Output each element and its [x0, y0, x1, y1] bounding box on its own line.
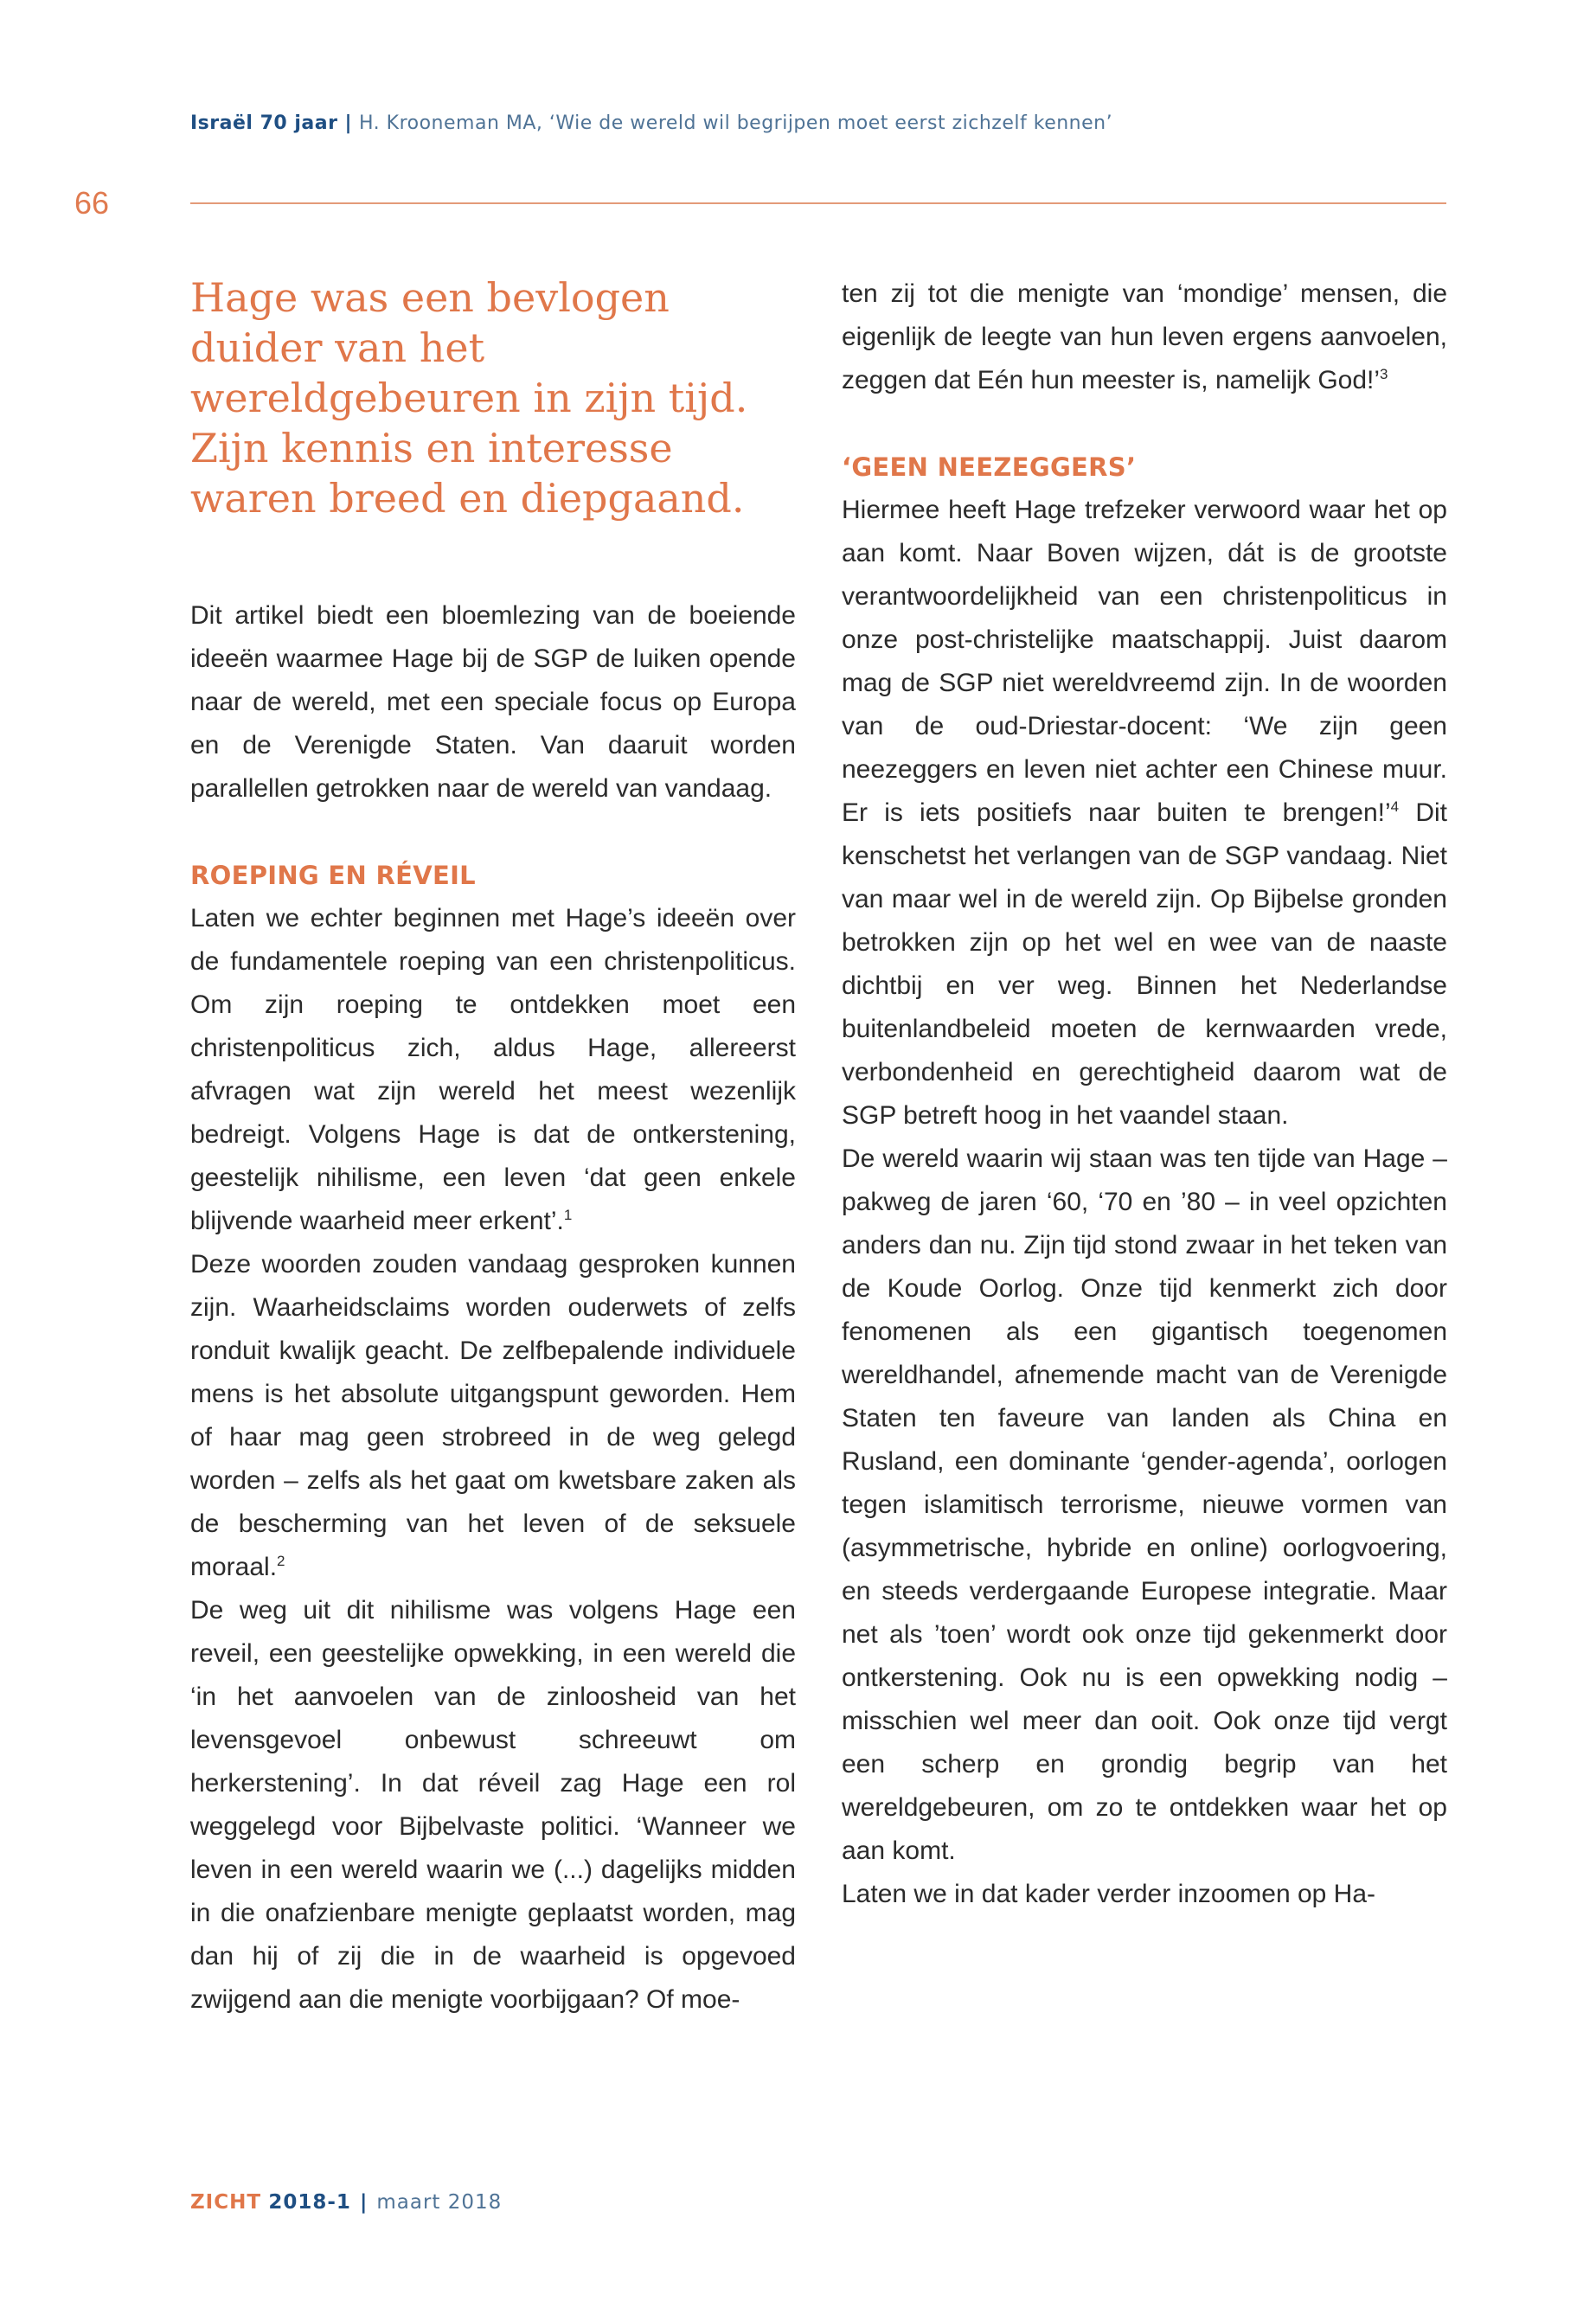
header-rule	[190, 202, 1446, 204]
paragraph-text: Hiermee heeft Hage trefzeker verwoord waar het op aan komt. Naar Boven wijzen, dát is de grootste verantwoordelijkheid van een christenpoliticus in onze post-christelijke maatschappij. Juist daarom mag de SGP niet wereldvreemd zijn. In de woorden van de oud-Driestar-docent: ‘We zijn geen neezeggers en leven niet achter een Chinese muur. Er is iets positiefs naar buiten te brengen!’	[842, 496, 1447, 827]
paragraph: Laten we in dat kader verder inzoomen op Ha-	[842, 1880, 1376, 1908]
left-column	[190, 272, 796, 2022]
paragraph-text: Deze woorden zouden vandaag gesproken kunnen zijn. Waarheidsclaims worden ouderwets of zelfs ronduit kwalijk geacht. De zelfbepalende individuele mens is het absolute uitgangspunt geworden. Hem of haar mag geen strobreed in de weg gelegd worden – zelfs als het gaat om kwetsbare zaken als de bescherming van het leven of de seksuele moraal.	[190, 1250, 796, 1581]
paragraph-text: Laten we echter beginnen met Hage’s ideeën over de fundamentele roeping van een christenpoliticus. Om zijn roeping te ontdekken moet een christenpoliticus zich, aldus Hage, allereerst afvragen wat zijn wereld het meest wezenlijk bedreigt. Volgens Hage is dat de ontkerstening, geestelijk nihilisme, een leven ‘dat geen enkele blijvende waarheid meer erkent’.	[190, 904, 796, 1235]
magazine-name: ZICHT	[190, 2191, 262, 2214]
section-heading-roeping: ROEPING EN RÉVEIL	[190, 861, 476, 890]
right-column	[842, 272, 1447, 1916]
paragraph-text: Dit kenschetst het verlangen van de SGP vandaag. Niet van maar wel in de wereld zijn. Op Bijbelse gronden betrokken zijn op het wel en wee van de naaste dichtbij en ver weg. Binnen het Nederlandse buitenlandbeleid moeten de kernwaarden vrede, verbondenheid en gerechtigheid daarom wat de SGP betreft hoog in het vaandel staan.	[842, 798, 1447, 1130]
intro-paragraph: Dit artikel biedt een bloemlezing van de boeiende ideeën waarmee Hage bij de SGP de luiken opende naar de wereld, met een speciale focus op Europa en de Verenigde Staten. Van daaruit worden parallellen getrokken naar de wereld van vandaag.	[190, 601, 796, 803]
section-heading-neezeggers: ‘GEEN NEEZEGGERS’	[842, 452, 1137, 482]
paragraph	[190, 1243, 796, 1589]
paragraph: De wereld waarin wij staan was ten tijde van Hage – pakweg de jaren ‘60, ‘70 en ’80 – in veel opzichten anders dan nu. Zijn tijd stond zwaar in het teken van de Koude Oorlog. Onze tijd kenmerkt zich door fenomenen als een gigantisch toegenomen wereldhandel, afnemende macht van de Verenigde Staten ten faveure van landen als China en Rusland, een dominante ‘gender-agenda’, oorlogen tegen islamitisch terrorisme, nieuwe vormen van (asymmetrische, hybride en online) oorlogvoering, en steeds verdergaande Europese integratie. Maar net als ’toen’ wordt ook onze tijd gekenmerkt door ontkerstening. Ook nu is een opwekking nodig – misschien wel meer dan ooit. Ook onze tijd vergt een scherp en grondig begrip van het wereldgebeuren, om zo te ontdekken waar het op aan komt.	[842, 1144, 1447, 1865]
running-header	[190, 112, 1112, 134]
footnote-ref-1: 1	[563, 1207, 573, 1223]
paragraph: De weg uit dit nihilisme was volgens Hage een reveil, een geestelijke opwekking, in een wereld die ‘in het aanvoelen van de zinloosheid van het levensgevoel onbewust schreeuwt om herkerstening’. In dat réveil zag Hage een rol weggelegd voor Bijbelvaste politici. ‘Wanneer we leven in een wereld waarin we (...) dagelijks midden in die onafzienbare menigte geplaatst worden, mag dan hij of zij die in de waarheid is opgevoed zwijgend aan die menigte voorbijgaan? Of moe-	[190, 1596, 796, 2014]
issue-date: maart 2018	[376, 2191, 503, 2214]
footnote-ref-4: 4	[1390, 798, 1400, 815]
footer-separator: |	[359, 2191, 369, 2214]
article-reference: H. Krooneman MA, ‘Wie de wereld wil begrijpen moet eerst zichzelf kennen’	[359, 112, 1113, 134]
page-number: 66	[74, 185, 110, 221]
paragraph	[190, 897, 796, 1243]
footnote-ref-2: 2	[277, 1553, 285, 1569]
footnote-ref-3: 3	[1380, 366, 1388, 382]
page-footer	[190, 2191, 502, 2214]
issue-number: 2018-1	[268, 2191, 351, 2214]
series-title: Israël 70 jaar	[190, 112, 338, 134]
paragraph-text: ten zij tot die menigte van ‘mondige’ mensen, die eigenlijk de leegte van hun leven ergens aanvoelen, zeggen dat Eén hun meester is, namelijk God!’	[842, 279, 1447, 394]
paragraph	[842, 272, 1447, 402]
header-separator: |	[344, 112, 352, 134]
paragraph	[842, 489, 1447, 1138]
pull-quote: Hage was een bevlogen duider van het wereldgebeuren in zijn tijd. Zijn kennis en interesse waren breed en diepgaand.	[190, 274, 748, 522]
